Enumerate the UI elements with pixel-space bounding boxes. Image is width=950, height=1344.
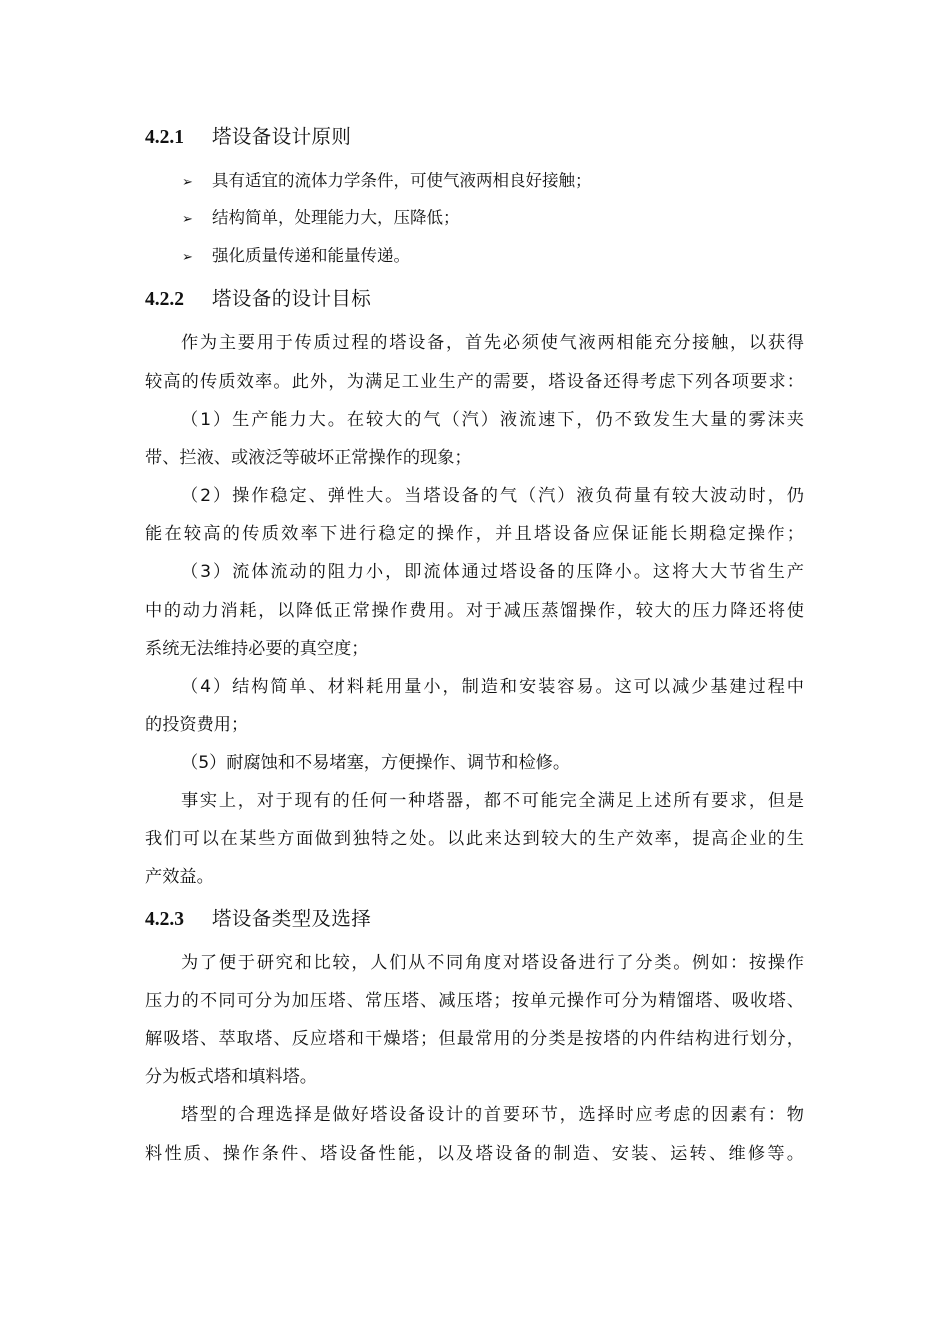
paragraph-line: （2）操作稳定、弹性大。当塔设备的气（汽）液负荷量有较大波动时，仍	[181, 486, 804, 506]
bullet-item	[182, 167, 592, 195]
section-title: 塔设备类型及选择	[212, 907, 372, 930]
paragraph-line: 系统无法维持必要的真空度；	[145, 639, 369, 659]
paragraph-line: （4）结构简单、材料耗用量小，制造和安装容易。这可以减少基建过程中	[181, 677, 804, 697]
paragraph-line: （3）流体流动的阻力小，即流体通过塔设备的压降小。这将大大节省生产	[181, 562, 804, 582]
bullet-item	[182, 204, 460, 232]
bullet-text: 结构简单，处理能力大，压降低；	[212, 208, 460, 227]
paragraph-line: 能在较高的传质效率下进行稳定的操作，并且塔设备应保证能长期稳定操作；	[145, 524, 804, 544]
paragraph-line: 中的动力消耗，以降低正常操作费用。对于减压蒸馏操作，较大的压力降还将使	[145, 601, 804, 621]
paragraph-line: 塔型的合理选择是做好塔设备设计的首要环节，选择时应考虑的因素有：物	[181, 1105, 804, 1125]
bullet-text: 强化质量传递和能量传递。	[212, 246, 410, 265]
bullet-text: 具有适宜的流体力学条件，可使气液两相良好接触；	[212, 171, 592, 190]
section-title: 塔设备的设计目标	[212, 287, 372, 310]
arrow-bullet-icon: ➢	[182, 212, 193, 227]
paragraph-line: 较高的传质效率。此外，为满足工业生产的需要，塔设备还得考虑下列各项要求：	[145, 372, 804, 392]
section-heading-4-2-3	[145, 904, 371, 934]
paragraph-line: 带、拦液、或液泛等破坏正常操作的现象；	[145, 448, 472, 468]
paragraph-line: 料性质、操作条件、塔设备性能，以及塔设备的制造、安装、运转、维修等。	[145, 1144, 804, 1164]
section-number: 4.2.2	[145, 289, 184, 310]
arrow-bullet-icon: ➢	[182, 175, 193, 190]
paragraph-line: 分为板式塔和填料塔。	[145, 1067, 317, 1087]
arrow-bullet-icon: ➢	[182, 250, 193, 265]
paragraph-line: 作为主要用于传质过程的塔设备，首先必须使气液两相能充分接触，以获得	[181, 333, 804, 353]
paragraph-line: 我们可以在某些方面做到独特之处。以此来达到较大的生产效率，提高企业的生	[145, 829, 804, 849]
bullet-item	[182, 242, 410, 270]
section-heading-4-2-1	[145, 122, 351, 152]
paragraph-line: （5）耐腐蚀和不易堵塞，方便操作、调节和检修。	[181, 753, 571, 773]
paragraph-line: （1）生产能力大。在较大的气（汽）液流速下，仍不致发生大量的雾沫夹	[181, 410, 804, 430]
section-heading-4-2-2	[145, 284, 371, 314]
paragraph-line: 产效益。	[145, 867, 214, 887]
paragraph-line: 解吸塔、萃取塔、反应塔和干燥塔；但最常用的分类是按塔的内件结构进行划分，	[145, 1029, 804, 1049]
section-title: 塔设备设计原则	[212, 125, 352, 148]
paragraph-line: 为了便于研究和比较，人们从不同角度对塔设备进行了分类。例如：按操作	[181, 953, 804, 973]
paragraph-line: 压力的不同可分为加压塔、常压塔、减压塔；按单元操作可分为精馏塔、吸收塔、	[145, 991, 804, 1011]
paragraph-line: 事实上，对于现有的任何一种塔器，都不可能完全满足上述所有要求，但是	[181, 791, 804, 811]
paragraph-line: 的投资费用；	[145, 715, 249, 735]
section-number: 4.2.3	[145, 909, 184, 930]
section-number: 4.2.1	[145, 127, 184, 148]
